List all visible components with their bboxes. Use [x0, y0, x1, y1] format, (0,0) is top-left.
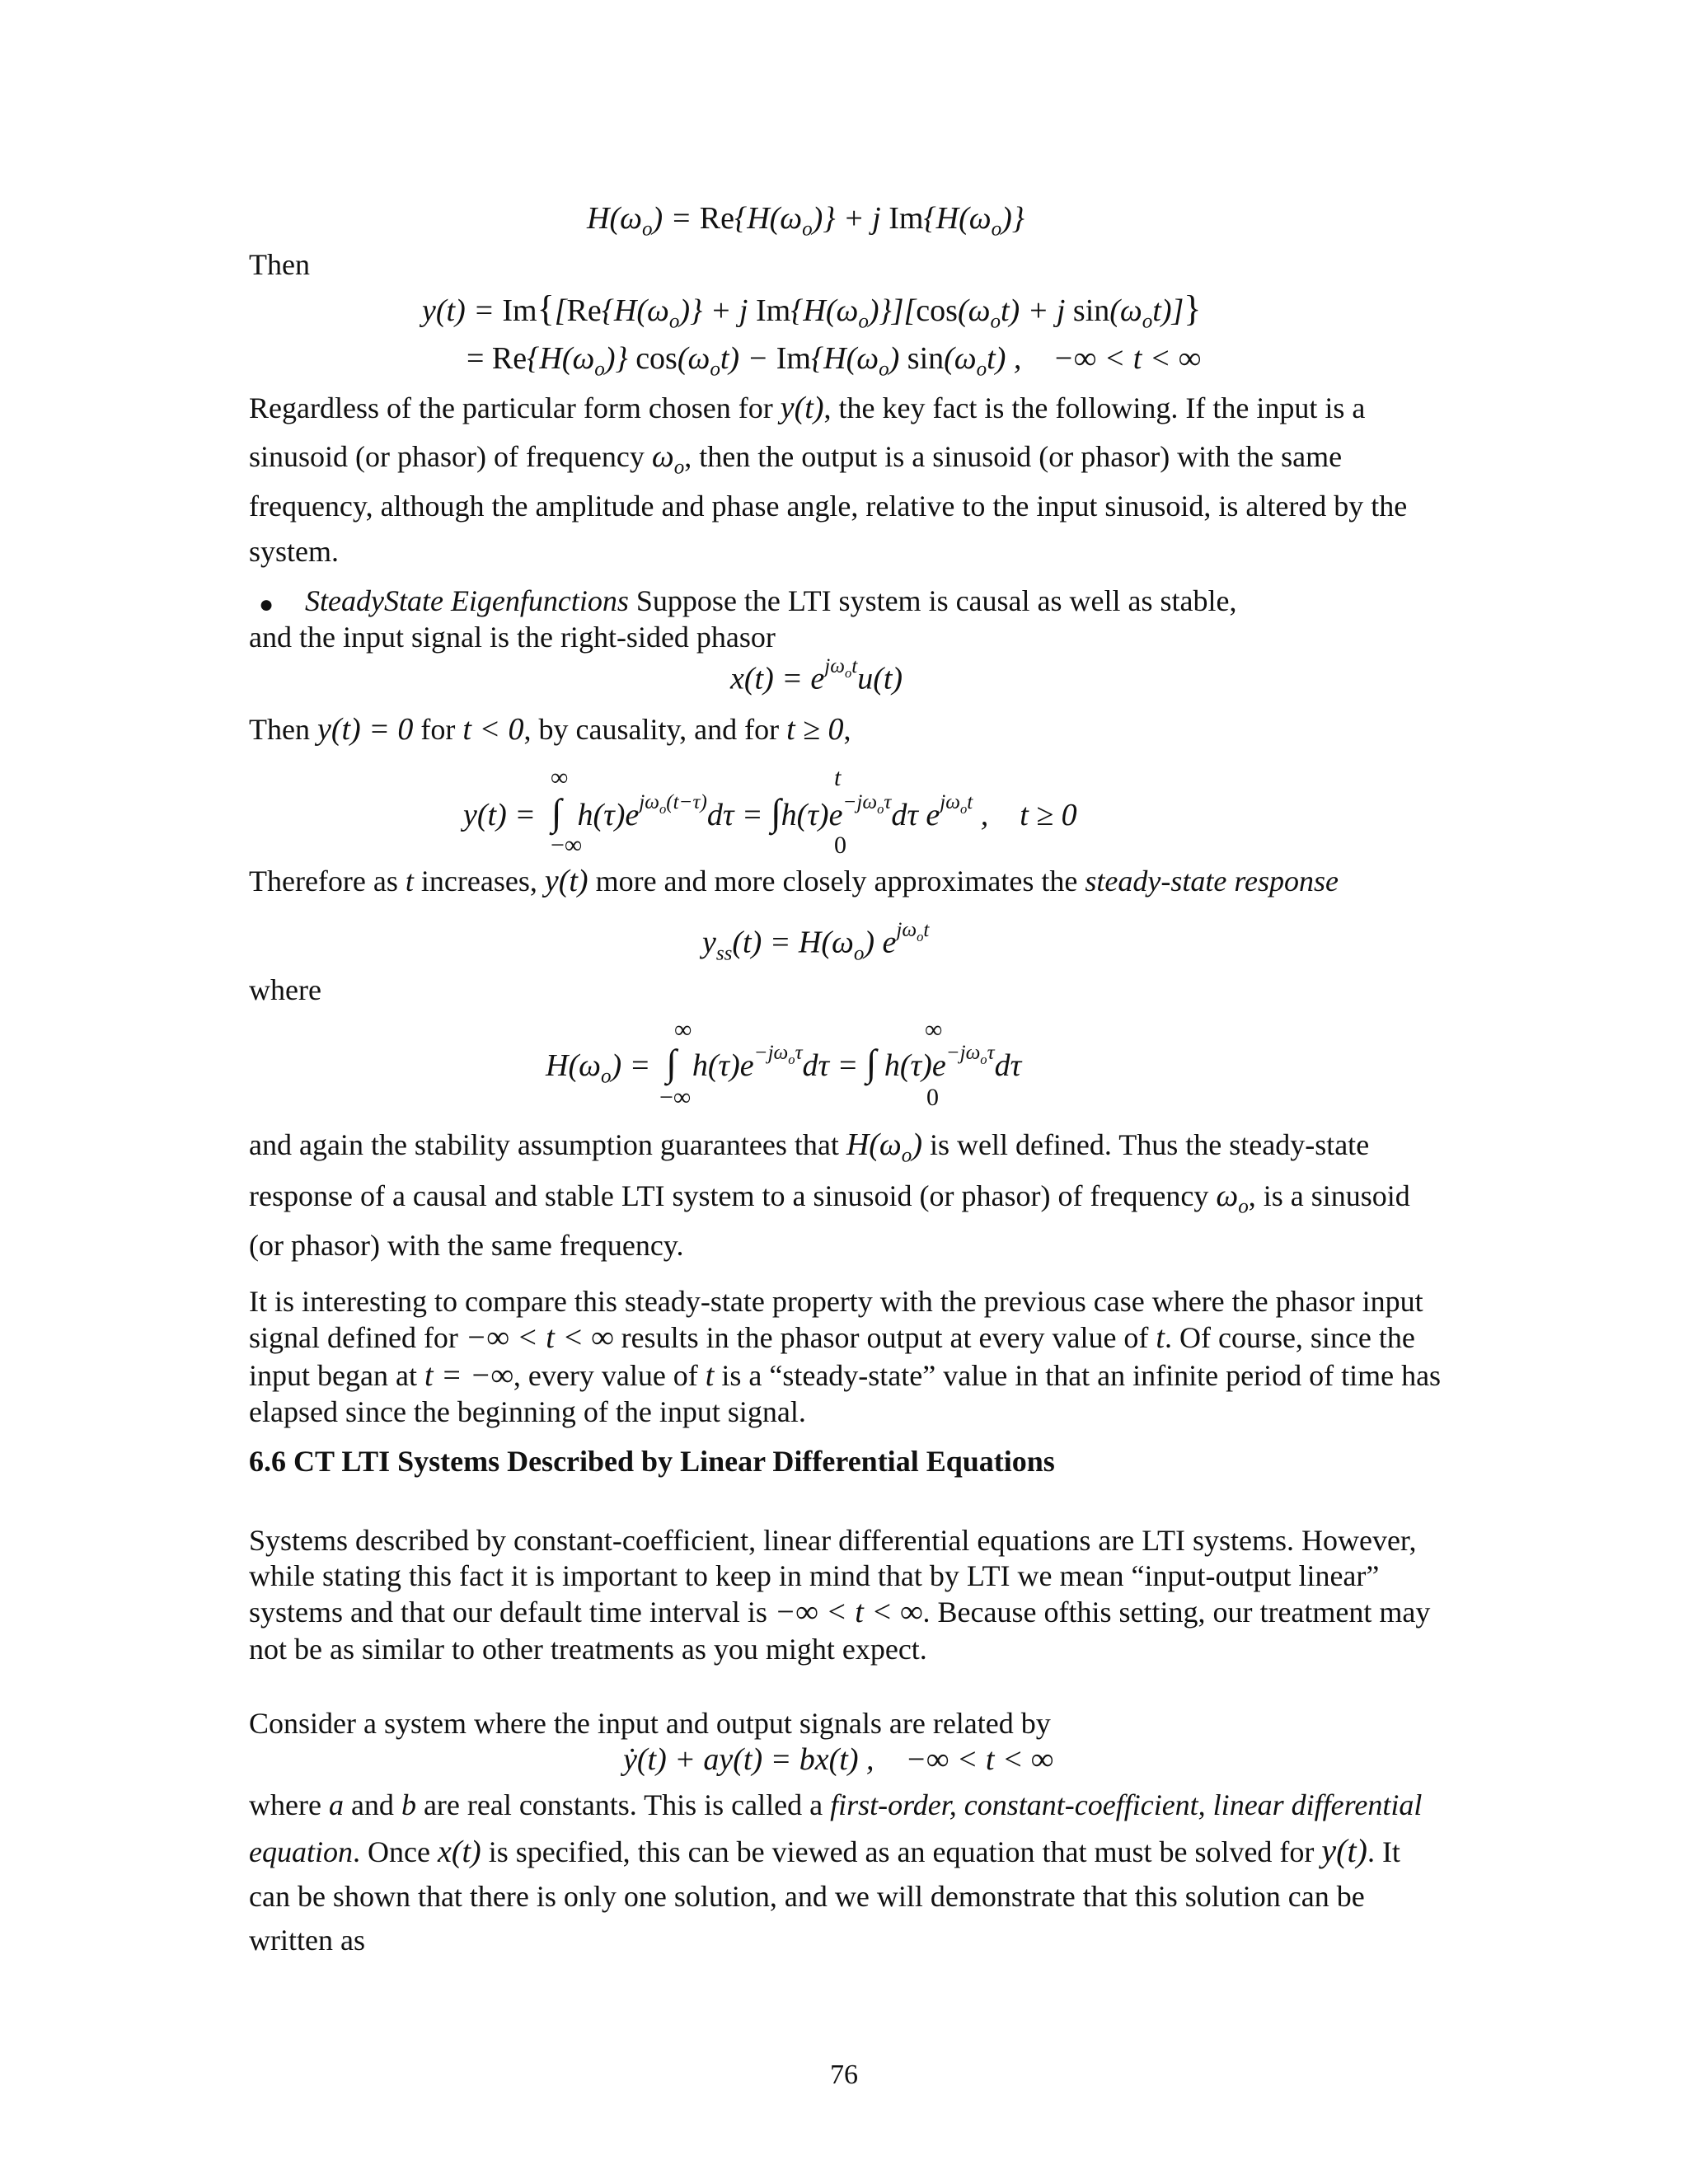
- then2-text-a: Then: [249, 713, 310, 746]
- paragraph-key-fact: [249, 384, 1444, 575]
- equation-steady-state: $y_{ss}(t) = H(\omega_o)$ $e^{j\omega_ot}$: [702, 919, 930, 965]
- p3-text-b: increases,: [420, 865, 537, 898]
- p8-text-e: . Once: [352, 1835, 430, 1868]
- paragraph-causality: [249, 710, 1444, 748]
- equation-y-real: = $Re\{H(\omega_o)\} \cos(\omega_ot) - Im\{H(\omega_o)$ $\sin(\omega_ot)$ , −∞ < t < ∞: [467, 341, 1202, 381]
- p5-text-e: is a “steady-state” value in that an infinite period of time has elapsed since the beginning of the input signal.: [249, 1358, 1442, 1429]
- inline-x-of-t: x(t): [437, 1834, 481, 1869]
- p8-text-f: is specified, this can be viewed as an equation that must be solved for: [488, 1835, 1315, 1868]
- bullet-title: SteadyState Eigenfunctions: [305, 584, 629, 617]
- p1-text-a: Regardless of the particular form chosen for: [249, 391, 773, 424]
- p8-text-c: are real constants. This is called a: [423, 1788, 823, 1821]
- bullet-text-b: and the input signal is the right-sided phasor: [249, 620, 776, 654]
- page-number: 76: [830, 2060, 858, 2090]
- p8-var-a: a: [328, 1788, 344, 1821]
- paragraph-stability: [249, 1121, 1444, 1269]
- bullet-dot: ●: [259, 591, 274, 618]
- paragraph-lti-systems: [249, 1523, 1444, 1667]
- p8-text-g: . It can be shown that there is only one solution, and we will demonstrate that this solution can be written as: [249, 1835, 1400, 1957]
- inline-range-2: −∞ < t < ∞: [774, 1595, 923, 1630]
- p1-text-c: , then the output is a sinusoid (or phasor) with the same frequency, although the amplitude and phase angle, relative to the input sinusoid, is altered by the system.: [249, 439, 1408, 569]
- inline-omega-o: $\omega_o$: [651, 438, 685, 479]
- inline-y-equals-zero: y(t) = 0: [316, 712, 414, 747]
- equation-first-order-ode: ẏ(t) + ay(t) = bx(t) , −∞ < t < ∞: [623, 1742, 1054, 1777]
- p8-text-a: where: [249, 1788, 321, 1821]
- inline-t-ge-zero: t ≥ 0: [786, 712, 844, 747]
- p3-text-d: steady-state response: [1085, 865, 1339, 898]
- inline-H-omega-o: $H(\omega_o)$: [846, 1127, 922, 1167]
- inline-t-1: t: [1156, 1320, 1165, 1356]
- p6-text-a: Systems described by constant-coefficient, linear differential equations are LTI systems. However, while stating this fact it is important to keep in mind that by LTI we mean “input-output linear” systems and that our default time interval is: [249, 1524, 1417, 1629]
- text-then: Then: [249, 248, 310, 281]
- p5-text-c: . Of course, since the input began at: [249, 1321, 1415, 1392]
- inline-t-lt-zero: t < 0: [462, 712, 524, 747]
- p4-text-a: and again the stability assumption guarantees that: [249, 1128, 839, 1161]
- p8-text-b: and: [350, 1788, 394, 1821]
- p4-text-c: , is a sinusoid (or phasor) with the same frequency.: [249, 1179, 1410, 1263]
- p3-text-c: more and more closely approximates the: [595, 865, 1078, 898]
- section-heading: 6.6 CT LTI Systems Described by Linear Differential Equations: [249, 1445, 1055, 1478]
- inline-omega-o-2: $\omega_o$: [1216, 1179, 1249, 1218]
- p6-text-b: . Because ofthis setting, our treatment may not be as similar to other treatments as you might expect.: [249, 1596, 1431, 1666]
- paragraph-steady-state-response: [249, 862, 1444, 900]
- p5-text-b: results in the phasor output at every value of: [621, 1321, 1149, 1355]
- p8-var-b: b: [401, 1788, 416, 1821]
- p3-text-a: Therefore as: [249, 865, 398, 898]
- equation-y-imaginary: $y(t) = Im\{[Re\{H(\omega_o)\} + j$ $Im\{H(\omega_o)\}][\cos(\omega_ot) + j$ $\sin(\omega_ot)$]}: [422, 288, 1202, 333]
- p4-text-b: is well defined. Thus the steady-state response of a causal and stable LTI system to a sinusoid (or phasor) of frequency: [249, 1128, 1370, 1213]
- p1-text-b: , the key fact is the following. If the input is a sinusoid (or phasor) of frequency: [249, 391, 1366, 473]
- then2-text-b: for: [420, 713, 456, 746]
- equation-right-sided-phasor: $x(t) = e^{j\omega_ot}u(t)$: [730, 655, 903, 696]
- document-page: $H(\omega_o) = Re\{H(\omega_o)\} + j$ $Im\{H(\omega_o)\}$ Then $y(t) = Im\{[Re\{H(\omega_o)\} + j$ $Im\{H(\omega_o)\}][\cos(\omega_ot) + j$ $\sin(\omega_ot)$]} = $Re\{H(\omega_o)\} \cos(\omega_ot) - Im\{H(\omega_o)$ $\sin(\omega_ot)$ , −∞ < t < ∞ Regardless of the particular form chosen for y(t), the key fact is the following. If the input is a sinusoid (or phasor) of frequency $\omega_o$, then the output is a sinusoid (or phasor) with the same frequency, although the amplitude and phase angle, relative to the input sinusoid, is altered by the system. ● SteadyState Eigenfunctions Suppose the LTI system is causal as well as stable, and the input signal is the right-sided phasor $x(t) = e^{j\omega_ot}u(t)$ Then y(t) = 0 for t < 0, by causality, and for t ≥ 0, ∞ −∞ t 0 y(t) = ∫ $h(\tau)e^{j\omega_o(t-\tau)}d\tau = \int h(\tau)e^{-j\omega_o\tau}d\tau$ $e^{j\omega_ot}$ , t ≥ 0 Therefore as t increases, y(t) more and more closely approximates the steady-state response $y_{ss}(t) = H(\omega_o)$ $e^{j\omega_ot}$ where ∞ −∞ ∞ 0 $H(\omega_o)$ = ∫ $h(\tau)e^{-j\omega_o\tau}d\tau$ = ∫ $h(\tau)e^{-j\omega_o\tau}d\tau$ and again the stability assumption guarantees that $H(\omega_o)$ is well defined. Thus the steady-state response of a causal and stable LTI system to a sinusoid (or phasor) of frequency $\omega_o$, is a sinusoid (or phasor) with the same frequency. It is interesting to compare this steady-state property with the previous case where the phasor input signal defined for −∞ < t < ∞ results in the phasor output at every value of t. Of course, since the input began at t = −∞, every value of t is a “steady-state” value in that an infinite period of time has elapsed since the beginning of the input signal. 6.6 CT LTI Systems Described by Linear Differential Equations Systems described by constant-coefficient, linear differential equations are LTI systems. However, while stating this fact it is important to keep in mind that by LTI we mean “input-output linear” systems and that our default time interval is −∞ < t < ∞. Because ofthis setting, our treatment may not be as similar to other treatments as you might expect. Consider a system where the input and output signals are related by ẏ(t) + ay(t) = bx(t) , −∞ < t < ∞ where a and b are real constants. This is called a first-order, constant-coefficient, linear differential equation. Once x(t) is specified, this can be viewed as an equation that must be solved for y(t). It can be shown that there is only one solution, and we will demonstrate that this solution can be written as 76: [0, 0, 1688, 2184]
- p3-t-var: t: [405, 865, 414, 898]
- paragraph-first-order: [249, 1783, 1444, 1961]
- p5-text-a: It is interesting to compare this steady-state property with the previous case where the phasor input signal defined for: [249, 1285, 1423, 1355]
- bullet-text-a: Suppose the LTI system is causal as well as stable,: [635, 584, 1237, 617]
- paragraph-compare: [249, 1284, 1444, 1431]
- p8-text-d: first-order, constant-coefficient, linear differential equation: [249, 1788, 1423, 1868]
- equation-h-decomposition: $H(\omega_o) = Re\{H(\omega_o)\} + j$ $Im\{H(\omega_o)\}$: [587, 201, 1025, 241]
- inline-range-1: −∞ < t < ∞: [465, 1320, 614, 1356]
- inline-y-of-t-2: y(t): [544, 864, 588, 898]
- paragraph-consider: Consider a system where the input and output signals are related by: [249, 1707, 1051, 1740]
- text-where: where: [249, 973, 321, 1006]
- inline-t-neg-inf: t = −∞: [424, 1357, 513, 1393]
- inline-y-of-t: y(t): [780, 391, 824, 425]
- paragraph-steady-state-eigenfunctions: [249, 583, 1444, 656]
- inline-y-of-t-3: y(t): [1321, 1831, 1367, 1869]
- then2-text-c: , by causality, and for: [523, 713, 780, 746]
- p5-text-d: , every value of: [513, 1358, 698, 1392]
- inline-t-2: t: [705, 1357, 715, 1393]
- then2-text-d: ,: [843, 713, 851, 746]
